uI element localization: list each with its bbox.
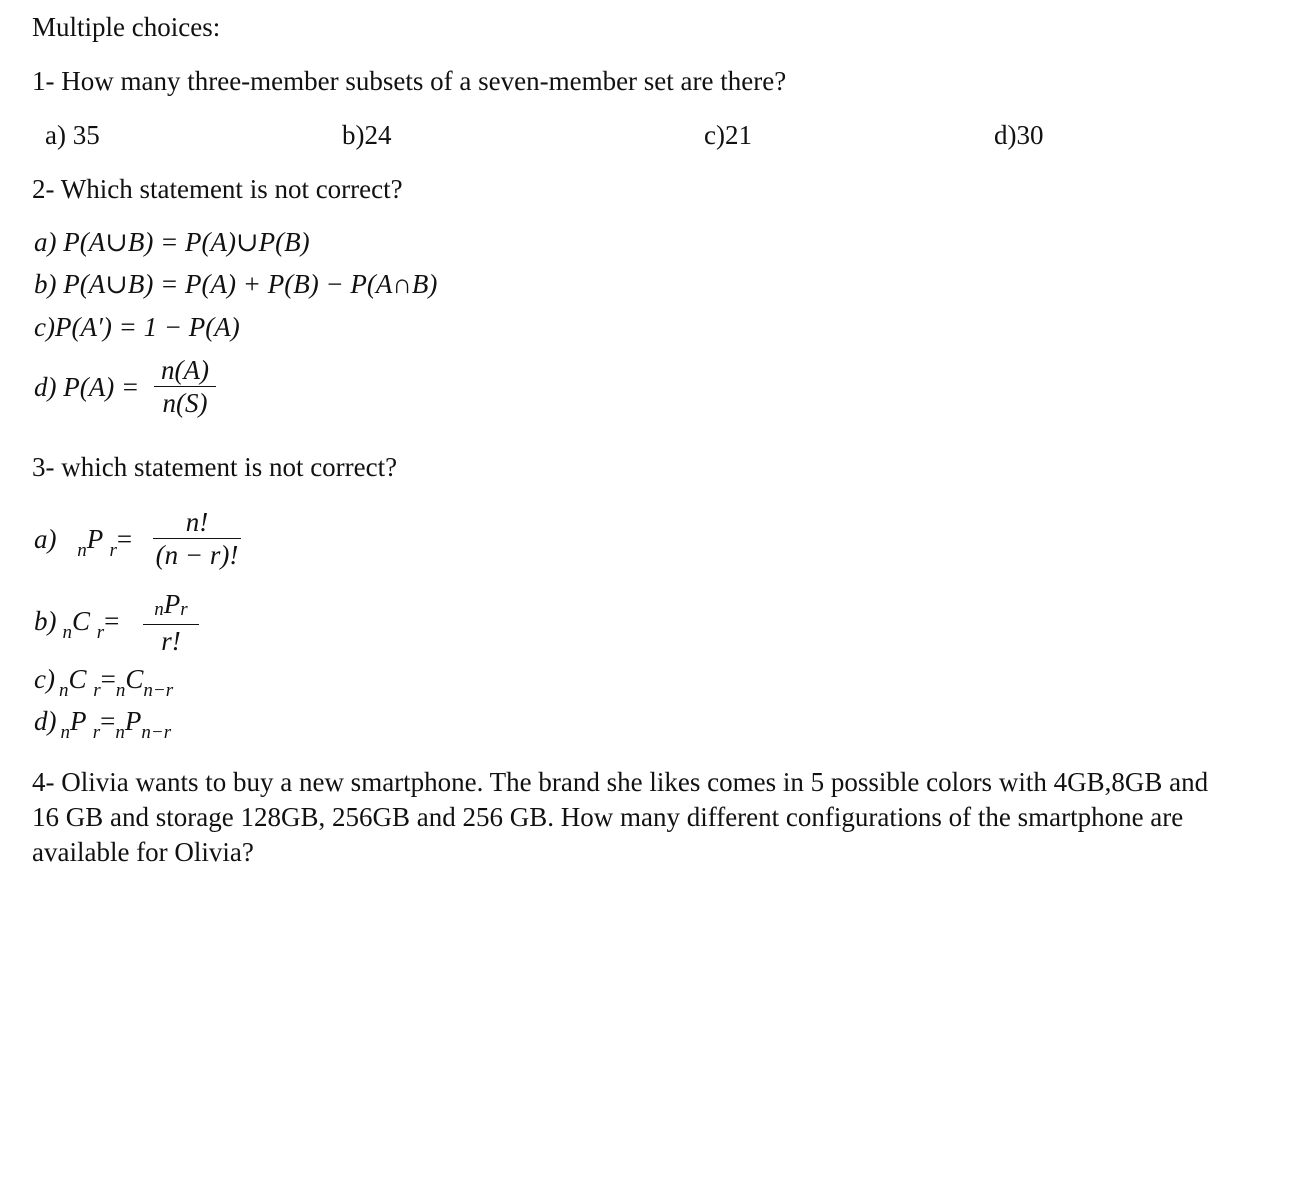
sub-n-minus-r: n−r <box>143 680 174 701</box>
q3-option-b-label: b) <box>34 606 57 636</box>
q3-option-a-label: a) <box>34 524 57 554</box>
symbol-c: C <box>125 664 144 694</box>
fraction-denominator: r! <box>161 626 181 656</box>
q1-option-d: d)30 <box>994 120 1044 150</box>
q3-option-d <box>34 704 171 742</box>
sub-n-minus-r: n−r <box>141 722 172 743</box>
symbol-p: P <box>163 589 181 619</box>
page-heading: Multiple choices: <box>32 12 221 42</box>
sub-n: n <box>58 680 69 701</box>
fraction-denominator: n(S) <box>162 388 208 418</box>
q3-option-b <box>34 604 119 642</box>
fraction-numerator: n(A) <box>161 355 209 385</box>
q3-option-b-fraction <box>143 588 199 657</box>
q3-option-a <box>34 522 132 560</box>
q3-option-c-label: c) <box>34 664 55 694</box>
q3-option-c <box>34 662 173 700</box>
sub-r: r <box>180 599 188 620</box>
q1-option-b: b)24 <box>342 120 392 150</box>
symbol-p: P <box>124 706 142 736</box>
equals-sign: = <box>104 606 120 636</box>
q2-option-b: b) P(A∪B) = P(A) + P(B) − P(A∩B) <box>34 269 438 299</box>
q3-option-d-label: d) <box>34 706 57 736</box>
equals-sign: = <box>116 524 133 554</box>
q1-option-a: a) 35 <box>45 120 100 150</box>
sub-n: n <box>77 540 87 561</box>
q2-option-d-label: d) P(A) = <box>34 372 140 402</box>
symbol-p: P <box>70 706 87 736</box>
question-1: 1- How many three-member subsets of a seven-member set are there? <box>32 66 787 96</box>
question-4: 4- Olivia wants to buy a new smartphone. The brand she likes comes in 5 possible colors with 4GB,8GB and 16 GB and storage 128GB, 256GB and 256 GB. How many different configurations of the smartphone are available for Olivia? <box>32 767 1209 867</box>
symbol-c: C <box>72 606 91 636</box>
question-3: 3- which statement is not correct? <box>32 452 398 482</box>
fraction-denominator: (n − r)! <box>155 540 239 570</box>
symbol-p: P <box>86 524 103 554</box>
fraction-numerator: n! <box>185 507 209 537</box>
sub-n: n <box>115 722 125 743</box>
sub-r: r <box>96 622 105 643</box>
question-2: 2- Which statement is not correct? <box>32 174 403 204</box>
fraction-numerator <box>143 588 199 624</box>
sub-n: n <box>60 722 70 743</box>
equals-sign: = <box>100 664 116 694</box>
sub-r: r <box>93 680 101 701</box>
sub-n: n <box>115 680 126 701</box>
sub-n: n <box>154 599 164 620</box>
symbol-c: C <box>68 664 87 694</box>
sub-n: n <box>62 622 72 643</box>
equals-sign: = <box>100 706 116 736</box>
sub-r: r <box>109 540 117 561</box>
q2-option-d-fraction <box>154 354 216 419</box>
q3-option-a-fraction <box>153 506 241 571</box>
q2-option-a: a) P(A∪B) = P(A)∪P(B) <box>34 227 310 257</box>
sub-r: r <box>92 722 101 743</box>
q1-option-c: c)21 <box>704 120 752 150</box>
q2-option-c: c)P(A′) = 1 − P(A) <box>34 312 240 342</box>
